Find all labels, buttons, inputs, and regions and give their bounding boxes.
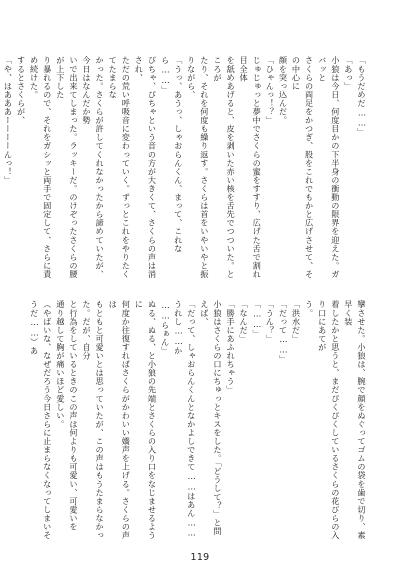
text-line: 「ひゃんっ！？」 (265, 56, 276, 125)
page-number: 119 (190, 552, 210, 563)
text-line: もともと可愛いとは思っていたが、この声はもうたまらなかった。だが、自分 (82, 300, 106, 540)
text-line: ただの荒い呼吸音に変わっていく。ずっとこれをやりたくてたまらな (108, 56, 132, 279)
text-line: 着したかと思うと、まだぴくぴくしているさくらの花びらの入り口にあてが (317, 300, 341, 540)
text-line: 攣させた。小狼は、腕で顔をぬぐってゴムの袋を歯で切り、素早く装 (343, 300, 367, 540)
text-line: ぴちゃ、ぴちゃという音の方が大きくて、さくらの声は消され、 (134, 56, 158, 279)
text-line: 「洪水だ」 (291, 300, 302, 343)
text-line: 「や、はあああーーーーんっ！」 (3, 56, 14, 185)
text-line (0, 56, 1, 286)
text-line: さくらの両足をかつぎ、股をこれでもかと広げさせて、その中心に (291, 56, 315, 279)
text-line: 小狼はさくらの口にちゅっとキスをした。「どうして？」と問えば、 (199, 300, 223, 536)
text-line: 「うん？」 (265, 300, 276, 343)
text-line: を舐めあげると、皮を剥いた赤い核を舌先でつついた。ところが (212, 56, 237, 279)
text-line: う。 (304, 300, 315, 318)
text-line: 「……」 (252, 300, 263, 338)
text-line: 顔を突っ込んだ。 (278, 56, 289, 125)
text-line: ……らぁん」 (160, 300, 171, 355)
lower-text-block (29, 300, 368, 540)
text-line: （やばいな、なぜだろう今日さらに止まらなくなってしまいそうだ……）あ (29, 300, 53, 540)
text-line: り暴れるので、それをガシッと両手で固定して、さらに責め続けた。 (29, 56, 53, 279)
text-line: いで出来てしまった。ラッキーだ。のけぞったさくらの腰が上下した (55, 56, 79, 279)
text-line: ぬる、ぬる、と小狼の先端とさくらの入り口をなじませるように (134, 300, 158, 540)
text-line: 「勝手にあふれちゃう」 (226, 300, 237, 395)
text-line: 「だって……」 (278, 300, 289, 364)
upper-text-block (3, 56, 368, 286)
text-line: するとさくらが、 (16, 56, 27, 125)
text-line: 通り越して胸が痛いほど愛しい。 (55, 300, 66, 429)
text-line: 「もうだめだ……」 (357, 56, 367, 137)
text-line: 「うっ、あうっ、しゃおらんくん、まって、これなら……」 (160, 56, 184, 253)
text-line: たり、それを何度も繰り返す。さくらは首をいやいやと振りながら、 (186, 56, 210, 279)
text-line: じゅじゅっと夢中でさくらの蜜をすすり、広げた舌で割れ目全体 (239, 56, 263, 279)
text-line: かった。さくらが許してくれなかったから諦めていたが、今日はなんだか勢 (82, 56, 106, 279)
text-line: 小狼は今日、何度目かの下半身の衝動の限界を迎えた。ガバッと (317, 56, 341, 279)
text-line: 何度か往復すればさくらがかわいい嬌声を上げる。さくらの声は (108, 300, 132, 540)
text-line: 「あっ」 (343, 56, 354, 91)
text-line: と行為をしているときのこの声は何よりも可愛い、可愛いを (68, 300, 79, 531)
text-line: 「だって、しゃおらんくんとなかよしできて……はあん……うれし……か (173, 300, 197, 539)
text-line: 「なんだ」 (239, 300, 250, 343)
